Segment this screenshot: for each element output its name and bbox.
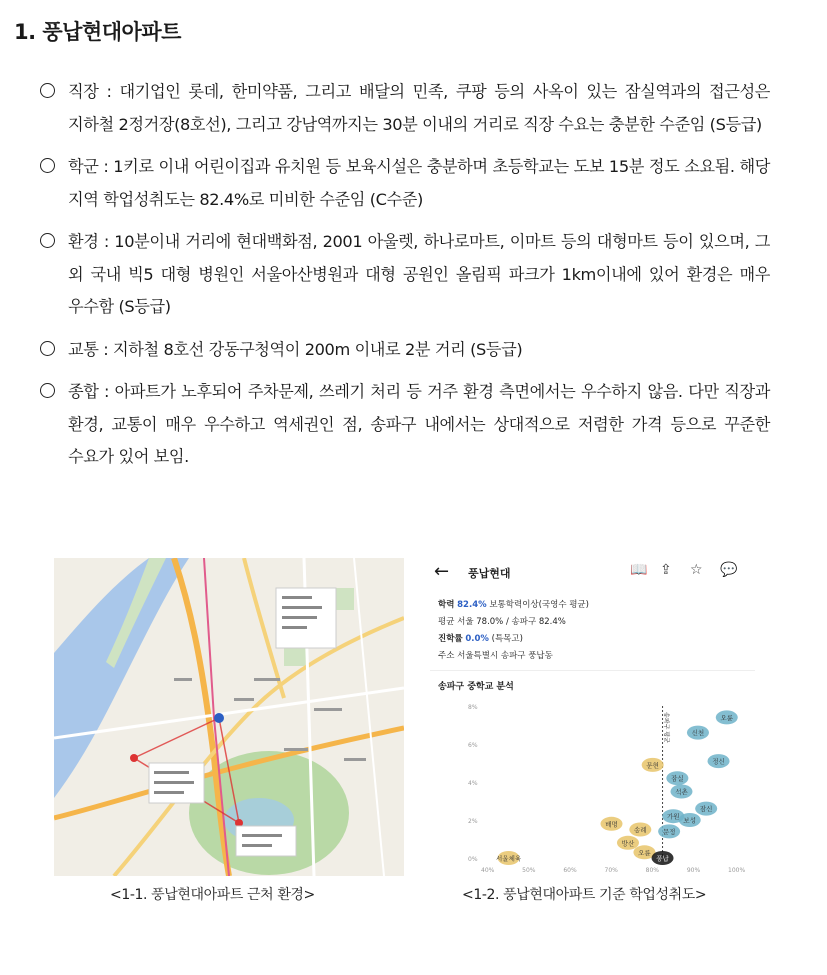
bullet-text: 학군 : 1키로 이내 어린이집과 유치원 등 보육시설은 충분하며 초등학교는 도보 15분 정도 소요됨. 해당 지역 학업성취도는 82.4%로 미비한 수준임 (C수준) [68,157,770,209]
star-icon[interactable]: ☆ [690,562,703,578]
app-header [430,558,755,588]
bullet-item-transport [40,334,770,367]
share-icon[interactable]: ⇪ [660,562,672,578]
y-tick-label: 2% [468,818,478,825]
circle-bullet-icon [40,158,55,173]
divider [430,670,755,671]
achievement-line [438,598,589,610]
achievement-suffix: 보통학력이상(국영수 평균) [489,600,589,610]
bullet-item-work [40,76,770,141]
achievement-value: 82.4% [457,600,487,610]
scatter-point-label: 오륜 [638,848,651,857]
scatter-chart [430,696,755,876]
bullet-text: 환경 : 10분이내 거리에 현대백화점, 2001 아울렛, 하나로마트, 이마트 등의 대형마트 등이 있으며, 그 외 국내 빅5 대형 병원인 서울아산병원과 대형 공원인 올림픽 파크가 1km이내에 있어 환경은 매우 우수함 (S등급) [68,232,770,316]
scatter-point-label: 문현 [646,761,659,770]
advance-rate-line [438,632,523,644]
x-tick-label: 60% [563,867,577,874]
section-heading: 1. 풍납현대아파트 [14,20,181,44]
scatter-point-label: 오륜 [720,713,734,722]
scatter-point-label: 잠실 [671,774,684,783]
x-tick-label: 40% [481,867,495,874]
chat-icon[interactable]: 💬 [720,562,738,578]
x-tick-label: 50% [522,867,536,874]
y-tick-label: 8% [468,704,478,711]
chart-caption: <1-2. 풍납현대아파트 기준 학업성취도> [462,887,707,903]
circle-bullet-icon [40,83,55,98]
x-tick-label: 100% [728,867,746,874]
scatter-point-label: 잠신 [699,805,713,814]
bullet-text: 교통 : 지하철 8호선 강동구청역이 200m 이내로 2분 거리 (S등급) [68,339,523,359]
bullet-list [40,76,770,484]
map-figure [54,558,404,876]
map-caption: <1-1. 풍납현대아파트 근처 환경> [110,887,315,903]
reference-label: 송파구 평균 [662,712,670,743]
scatter-point-label: 정신 [712,757,725,766]
advance-rate-suffix: (특목고) [491,634,523,644]
scatter-point-label: 보성 [683,816,696,825]
book-icon[interactable]: 📖 [630,562,648,578]
bullet-text: 직장 : 대기업인 롯데, 한미약품, 그리고 배달의 민족, 쿠팡 등의 사옥이 있는 잠실역과의 접근성은 지하철 2정거장(8호선), 그리고 강남역까지는 30분 이내의 거리로 직장 수요는 충분한 수준임 (S등급) [68,82,770,134]
scatter-point-label: 배명 [605,820,618,829]
x-tick-label: 70% [604,867,618,874]
average-line: 평균 서울 78.0% / 송파구 82.4% [438,617,566,627]
scatter-point-label: 풍납 [656,854,669,863]
scatter-point-label: 가원 [666,812,680,821]
y-tick-label: 4% [468,780,478,787]
bullet-text: 종합 : 아파트가 노후되어 주차문제, 쓰레기 처리 등 거주 환경 측면에서는 우수하지 않음. 다만 직장과 환경, 교통이 매우 우수하고 역세권인 점, 송파구 내에서는 상대적으로 저렴한 가격 등으로 꾸준한 수요가 있어 보임. [68,382,770,466]
school-app-figure [430,558,755,876]
map-image [54,558,404,876]
y-tick-label: 6% [468,742,478,749]
circle-bullet-icon [40,233,55,248]
x-tick-label: 90% [686,867,701,874]
circle-bullet-icon [40,341,55,356]
x-tick-label: 80% [645,867,660,874]
scatter-point-label: 신천 [691,729,705,738]
y-tick-label: 0% [468,856,478,863]
bullet-item-environment [40,226,770,324]
bullet-item-summary [40,376,770,474]
scatter-point-label: 방산 [621,839,635,848]
app-title: 풍납현대 [468,567,511,580]
scatter-point-label: 서울체육 [496,854,522,863]
bullet-item-school [40,151,770,216]
achievement-label: 학력 [438,600,455,610]
scatter-point-label: 송례 [634,826,647,834]
circle-bullet-icon [40,383,55,398]
back-arrow-icon[interactable]: ← [434,561,450,582]
analysis-section-title: 송파구 중학교 분석 [438,682,514,692]
advance-rate-label: 진학률 [438,634,463,644]
advance-rate-value: 0.0% [465,634,489,644]
scatter-point-label: 석촌 [675,788,688,796]
scatter-point-label: 문정 [662,827,676,836]
address-line: 주소 서울특별시 송파구 풍납동 [438,651,553,661]
